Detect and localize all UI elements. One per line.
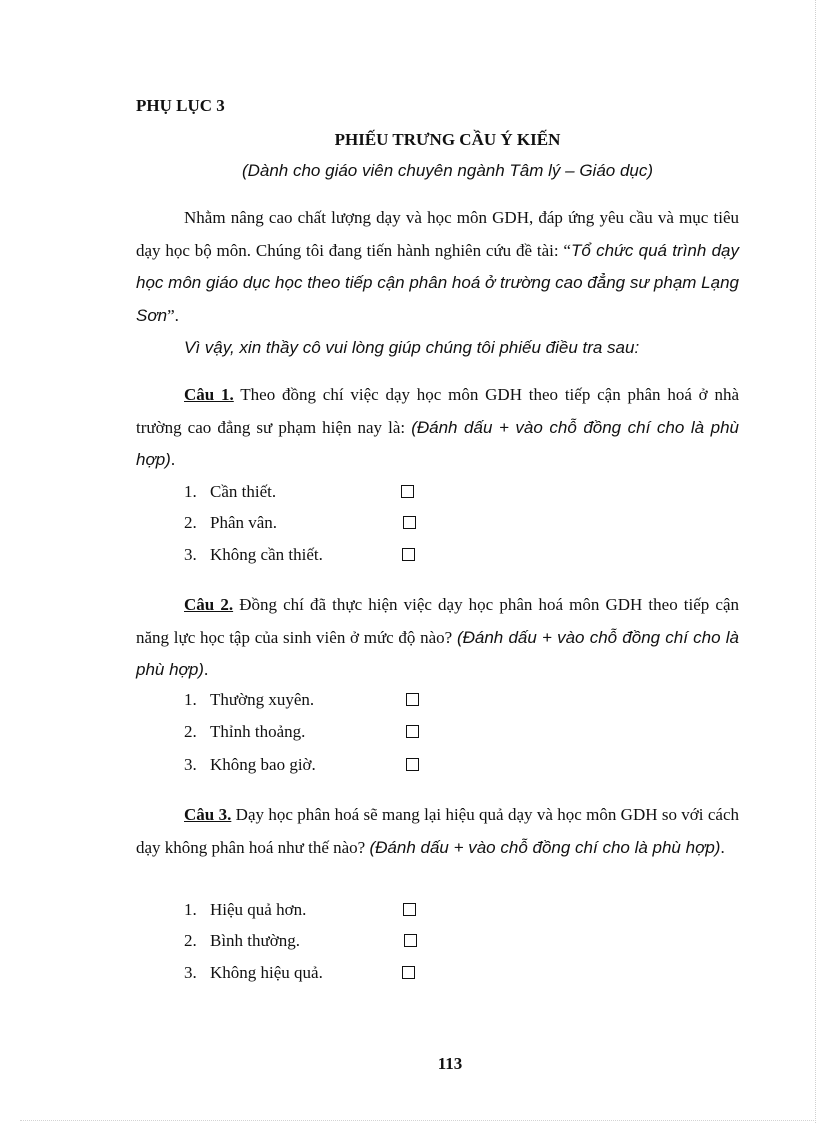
question-text: Đồng chí đã thực hiện việc dạy học phân hoá môn GDH theo tiếp cận năng lực học tập của sinh viên ở mức độ nào? (136, 595, 739, 647)
intro-text: Nhằm nâng cao chất lượng dạy và học môn GDH, đáp ứng yêu cầu và mục tiêu dạy học bộ môn. Chúng tôi đang tiến hành nghiên cứu đề tài: “ (136, 208, 739, 260)
question-instruction: (Đánh dấu + vào chỗ đồng chí cho là phù hợp) (369, 837, 721, 857)
document-title: PHIẾU TRƯNG CẦU Ý KIẾN (334, 130, 561, 149)
q1-option-2: 2. Phân vân. (184, 513, 277, 537)
page-bottom-line (20, 1120, 816, 1121)
option-label: Bình thường. (210, 931, 300, 950)
option-label: Hiệu quả hơn. (210, 900, 307, 919)
intro-request: Vì vậy, xin thầy cô vui lòng giúp chúng tôi phiếu điều tra sau: (184, 338, 640, 357)
q1-option-3: 3. Không cần thiết. (184, 545, 323, 569)
q3-option-2: 2. Bình thường. (184, 931, 300, 955)
option-label: Phân vân. (210, 513, 278, 532)
question-label: Câu 3. (184, 805, 232, 824)
checkbox[interactable] (403, 903, 416, 916)
question-2: Câu 2. Đồng chí đã thực hiện việc dạy học phân hoá môn GDH theo tiếp cận năng lực học tập của sinh viên ở mức độ nào? (Đánh dấu + vào chỗ đồng chí cho là phù hợp). (136, 595, 739, 679)
q1-option-1: 1. Cần thiết. (184, 482, 276, 506)
option-label: Cần thiết. (210, 482, 277, 501)
question-3: Câu 3. Dạy học phân hoá sẽ mang lại hiệu quả dạy và học môn GDH so với cách dạy không phân hoá như thế nào? (Đánh dấu + vào chỗ đồng chí cho là phù hợp). (136, 805, 739, 857)
q3-option-1: 1. Hiệu quả hơn. (184, 900, 306, 924)
appendix-heading: PHỤ LỤC 3 (136, 96, 225, 115)
option-label: Không bao giờ. (210, 755, 316, 774)
question-text: Theo đồng chí việc dạy học môn GDH theo tiếp cận phân hoá ở nhà trường cao đẳng sư phạm hiện nay là: (136, 385, 740, 437)
checkbox[interactable] (402, 966, 415, 979)
document-subtitle: (Dành cho giáo viên chuyên ngành Tâm lý – Giáo dục) (241, 161, 654, 180)
option-label: Không cần thiết. (210, 545, 323, 564)
option-label: Không hiệu quả. (210, 963, 323, 982)
question-text: Dạy học phân hoá sẽ mang lại hiệu quả dạy và học môn GDH so với cách dạy không phân hoá như thế nào? (136, 805, 739, 857)
option-label: Thường xuyên. (210, 690, 315, 709)
q2-option-2: 2. Thỉnh thoảng. (184, 722, 305, 746)
q2-option-1: 1. Thường xuyên. (184, 690, 314, 714)
checkbox[interactable] (402, 548, 415, 561)
question-instruction: (Đánh dấu + vào chỗ đồng chí cho là phù hợp) (136, 417, 739, 469)
checkbox[interactable] (406, 758, 419, 771)
intro-end: ”. (167, 305, 179, 325)
page-number: 113 (437, 1054, 463, 1073)
question-instruction: (Đánh dấu + vào chỗ đồng chí cho là phù hợp) (136, 627, 739, 679)
checkbox[interactable] (406, 725, 419, 738)
checkbox[interactable] (406, 693, 419, 706)
checkbox[interactable] (404, 934, 417, 947)
question-label: Câu 1. (184, 385, 234, 404)
option-label: Thỉnh thoảng. (210, 722, 306, 741)
q2-option-3: 3. Không bao giờ. (184, 755, 316, 779)
checkbox[interactable] (401, 485, 414, 498)
research-topic: Tổ chức quá trình dạy học môn giáo dục học theo tiếp cận phân hoá ở trường cao đẳng sư phạm Lạng Sơn (136, 240, 740, 325)
question-label: Câu 2. (184, 595, 234, 614)
intro-paragraph (136, 202, 739, 332)
checkbox[interactable] (403, 516, 416, 529)
q3-option-3: 3. Không hiệu quả. (184, 963, 323, 987)
question-1: Câu 1. Theo đồng chí việc dạy học môn GDH theo tiếp cận phân hoá ở nhà trường cao đẳng sư phạm hiện nay là: (Đánh dấu + vào chỗ đồng chí cho là phù hợp). (136, 385, 740, 469)
